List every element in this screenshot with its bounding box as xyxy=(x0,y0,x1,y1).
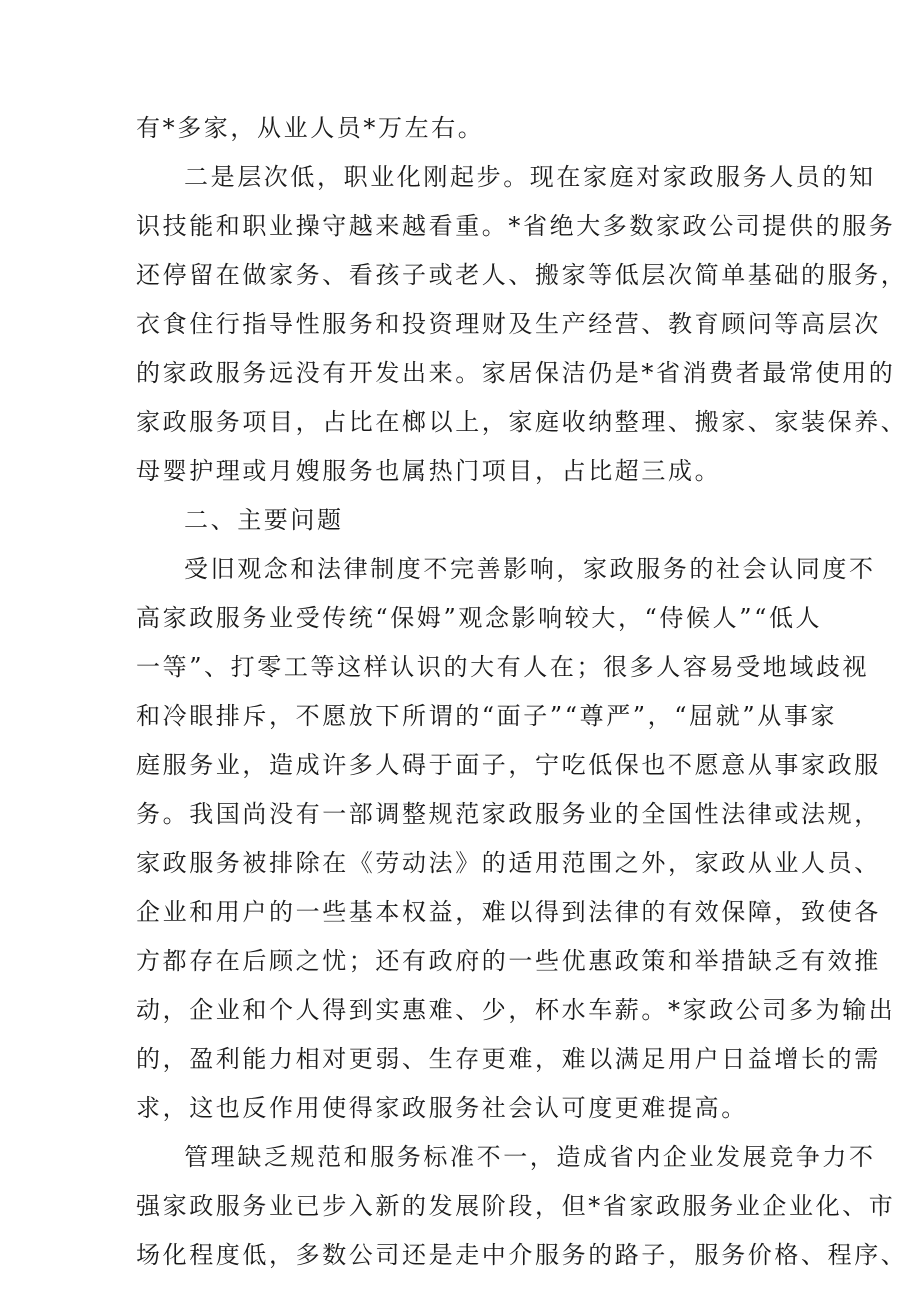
paragraph-line: 高家政服务业受传统“保姆”观念影响较大，“侍候人”“低人 xyxy=(136,604,823,632)
paragraph-line: 母婴护理或月嫂服务也属热门项目，占比超三成。 xyxy=(136,457,722,485)
paragraph-line: 有*多家，从业人员*万左右。 xyxy=(136,114,485,142)
paragraph-line: 衣食住行指导性服务和投资理财及生产经营、教育顾问等高层次 xyxy=(136,310,881,338)
paragraph-line: 务。我国尚没有一部调整规范家政服务业的全国性法律或法规， xyxy=(136,800,881,828)
paragraph-line: 和冷眼排斥，不愿放下所谓的“面子”“尊严”，“屈就”从事家 xyxy=(136,702,838,730)
paragraph-line: 庭服务业，造成许多人碍于面子，宁吃低保也不愿意从事家政服 xyxy=(136,751,881,779)
paragraph-line: 受旧观念和法律制度不完善影响，家政服务的社会认同度不 xyxy=(184,555,876,583)
paragraph-line: 识技能和职业操守越来越看重。*省绝大多数家政公司提供的服务 xyxy=(136,212,896,240)
paragraph-line: 强家政服务业已步入新的发展阶段，但*省家政服务业企业化、市 xyxy=(136,1192,896,1220)
paragraph-line: 二是层次低，职业化刚起步。现在家庭对家政服务人员的知 xyxy=(184,163,876,191)
paragraph-line: 家政服务被排除在《劳动法》的适用范围之外，家政从业人员、 xyxy=(136,849,881,877)
section-heading: 二、主要问题 xyxy=(184,506,344,534)
paragraph-line: 场化程度低，多数公司还是走中介服务的路子，服务价格、程序、 xyxy=(136,1241,908,1269)
paragraph-line: 一等”、打零工等这样认识的大有人在；很多人容易受地域歧视 xyxy=(136,653,870,681)
paragraph-line: 还停留在做家务、看孩子或老人、搬家等低层次简单基础的服务， xyxy=(136,261,908,289)
paragraph-line: 动，企业和个人得到实惠难、少，杯水车薪。*家政公司多为输出 xyxy=(136,996,896,1024)
paragraph-line: 管理缺乏规范和服务标准不一，造成省内企业发展竞争力不 xyxy=(184,1143,876,1171)
paragraph-line: 企业和用户的一些基本权益，难以得到法律的有效保障，致使各 xyxy=(136,898,881,926)
paragraph-line: 家政服务项目，占比在榔以上，家庭收纳整理、搬家、家装保养、 xyxy=(136,408,908,436)
paragraph-line: 求，这也反作用使得家政服务社会认可度更难提高。 xyxy=(136,1094,748,1122)
paragraph-line: 方都存在后顾之忧；还有政府的一些优惠政策和举措缺乏有效推 xyxy=(136,947,881,975)
paragraph-line: 的，盈利能力相对更弱、生存更难，难以满足用户日益增长的需 xyxy=(136,1045,881,1073)
paragraph-line: 的家政服务远没有开发出来。家居保洁仍是*省消费者最常使用的 xyxy=(136,359,896,387)
